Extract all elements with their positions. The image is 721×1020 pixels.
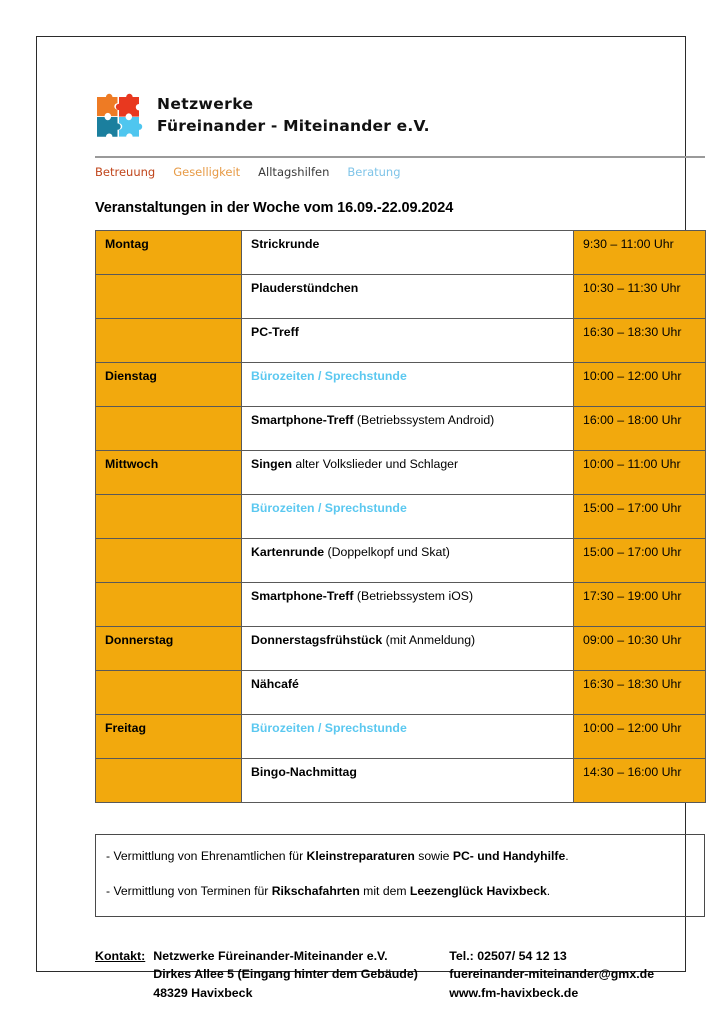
- note-item: [106, 848, 694, 864]
- table-row: [96, 274, 706, 318]
- nav-item-beratung[interactable]: Beratung: [347, 164, 401, 179]
- header-divider: [95, 156, 705, 158]
- table-row: [96, 362, 706, 406]
- cell-day: Mittwoch: [96, 450, 242, 494]
- cell-day: [96, 406, 242, 450]
- table-row: [96, 318, 706, 362]
- table-row: [96, 538, 706, 582]
- note-mid: mit dem: [359, 884, 410, 899]
- nav-item-betreuung[interactable]: Betreuung: [95, 164, 156, 179]
- cell-time: 16:30 – 18:30 Uhr: [574, 670, 706, 714]
- table-row: [96, 406, 706, 450]
- table-row: [96, 670, 706, 714]
- table-row: [96, 758, 706, 802]
- cell-event: [242, 494, 574, 538]
- event-detail: (Doppelkopf und Skat): [324, 544, 450, 559]
- cell-time: 10:00 – 11:00 Uhr: [574, 450, 706, 494]
- page-frame: [36, 36, 686, 1001]
- nav-item-geselligkeit[interactable]: Geselligkeit: [173, 164, 241, 179]
- cell-day: Dienstag: [96, 362, 242, 406]
- event-name: Bürozeiten / Sprechstunde: [251, 500, 407, 515]
- note-mid: sowie: [414, 848, 453, 863]
- cell-event: [242, 714, 574, 758]
- page-title: Veranstaltungen in der Woche vom 16.09.-22.09.2024: [95, 199, 454, 216]
- note-bold-2: Leezenglück Havixbeck: [409, 884, 547, 899]
- cell-day: Freitag: [96, 714, 242, 758]
- category-nav: [95, 165, 705, 179]
- note-pre: - Vermittlung von Terminen für: [106, 884, 272, 899]
- nav-item-alltagshilfen[interactable]: Alltagshilfen: [258, 164, 330, 179]
- cell-time: 14:30 – 16:00 Uhr: [574, 758, 706, 802]
- cell-day: [96, 670, 242, 714]
- note-post: .: [546, 884, 551, 899]
- note-bold-2: PC- und Handyhilfe: [452, 848, 566, 863]
- contact-email[interactable]: fuereinander-miteinander@gmx.de: [449, 967, 655, 982]
- table-row: [96, 582, 706, 626]
- contact-address-line-2: Dirkes Allee 5 (Eingang hinter dem Gebäude): [153, 967, 418, 982]
- cell-event: [242, 450, 574, 494]
- cell-time: 09:00 – 10:30 Uhr: [574, 626, 706, 670]
- event-name: Smartphone-Treff: [251, 412, 354, 427]
- cell-day: [96, 318, 242, 362]
- cell-time: 16:00 – 18:00 Uhr: [574, 406, 706, 450]
- cell-time: 10:00 – 12:00 Uhr: [574, 714, 706, 758]
- contact-footer: [95, 947, 705, 1004]
- table-row: [96, 714, 706, 758]
- event-detail: (mit Anmeldung): [382, 632, 476, 647]
- cell-time: 10:00 – 12:00 Uhr: [574, 362, 706, 406]
- event-detail: (Betriebssystem Android): [353, 412, 495, 427]
- event-name: Plauderstündchen: [251, 280, 359, 295]
- cell-time: 9:30 – 11:00 Uhr: [574, 230, 706, 274]
- event-name: Smartphone-Treff: [251, 588, 354, 603]
- cell-day: [96, 582, 242, 626]
- puzzle-4-pieces-icon: [95, 93, 143, 145]
- cell-day: [96, 758, 242, 802]
- cell-day: [96, 274, 242, 318]
- cell-event: [242, 362, 574, 406]
- cell-time: 17:30 – 19:00 Uhr: [574, 582, 706, 626]
- event-name: PC-Treff: [251, 324, 299, 339]
- event-detail: alter Volkslieder und Schlager: [292, 456, 459, 471]
- note-bold-1: Rikschafahrten: [271, 884, 360, 899]
- note-pre: - Vermittlung von Ehrenamtlichen für: [106, 848, 307, 863]
- brand-line-1: Netzwerke: [157, 95, 254, 113]
- cell-event: [242, 670, 574, 714]
- event-name: Bürozeiten / Sprechstunde: [251, 368, 407, 383]
- event-name: Kartenrunde: [251, 544, 325, 559]
- table-row: [96, 494, 706, 538]
- cell-time: 15:00 – 17:00 Uhr: [574, 494, 706, 538]
- brand-name: [157, 91, 430, 138]
- cell-event: [242, 230, 574, 274]
- contact-label: Kontakt:: [95, 948, 146, 963]
- cell-day: [96, 494, 242, 538]
- table-row: [96, 450, 706, 494]
- event-name: Strickrunde: [251, 236, 320, 251]
- event-name: Bingo-Nachmittag: [251, 764, 357, 779]
- page-content: [95, 91, 705, 1003]
- schedule-table: [95, 230, 706, 803]
- event-detail: (Betriebssystem iOS): [353, 588, 474, 603]
- contact-phone: Tel.: 02507/ 54 12 13: [449, 948, 567, 963]
- services-notes-box: [95, 834, 705, 917]
- cell-time: 15:00 – 17:00 Uhr: [574, 538, 706, 582]
- event-name: Bürozeiten / Sprechstunde: [251, 720, 407, 735]
- note-post: .: [565, 848, 569, 863]
- cell-event: [242, 274, 574, 318]
- event-name: Donnerstagsfrühstück: [251, 632, 383, 647]
- event-name: Singen: [251, 456, 292, 471]
- document-header: [95, 91, 705, 149]
- table-row: [96, 626, 706, 670]
- cell-time: 10:30 – 11:30 Uhr: [574, 274, 706, 318]
- note-bold-1: Kleinstreparaturen: [306, 848, 415, 863]
- cell-time: 16:30 – 18:30 Uhr: [574, 318, 706, 362]
- cell-event: [242, 626, 574, 670]
- cell-day: Montag: [96, 230, 242, 274]
- cell-event: [242, 538, 574, 582]
- contact-address: [153, 947, 449, 1004]
- cell-event: [242, 582, 574, 626]
- cell-day: Donnerstag: [96, 626, 242, 670]
- schedule-body: [96, 230, 706, 802]
- cell-event: [242, 758, 574, 802]
- contact-details: [449, 947, 654, 1004]
- event-name: Nähcafé: [251, 676, 299, 691]
- contact-address-line-3: 48329 Havixbeck: [153, 986, 253, 1001]
- contact-address-line-1: Netzwerke Füreinander-Miteinander e.V.: [153, 948, 388, 963]
- brand-line-2: Füreinander - Miteinander e.V.: [157, 117, 430, 136]
- note-item: [106, 883, 694, 899]
- cell-event: [242, 406, 574, 450]
- cell-event: [242, 318, 574, 362]
- table-row: [96, 230, 706, 274]
- contact-website[interactable]: www.fm-havixbeck.de: [449, 986, 579, 1001]
- cell-day: [96, 538, 242, 582]
